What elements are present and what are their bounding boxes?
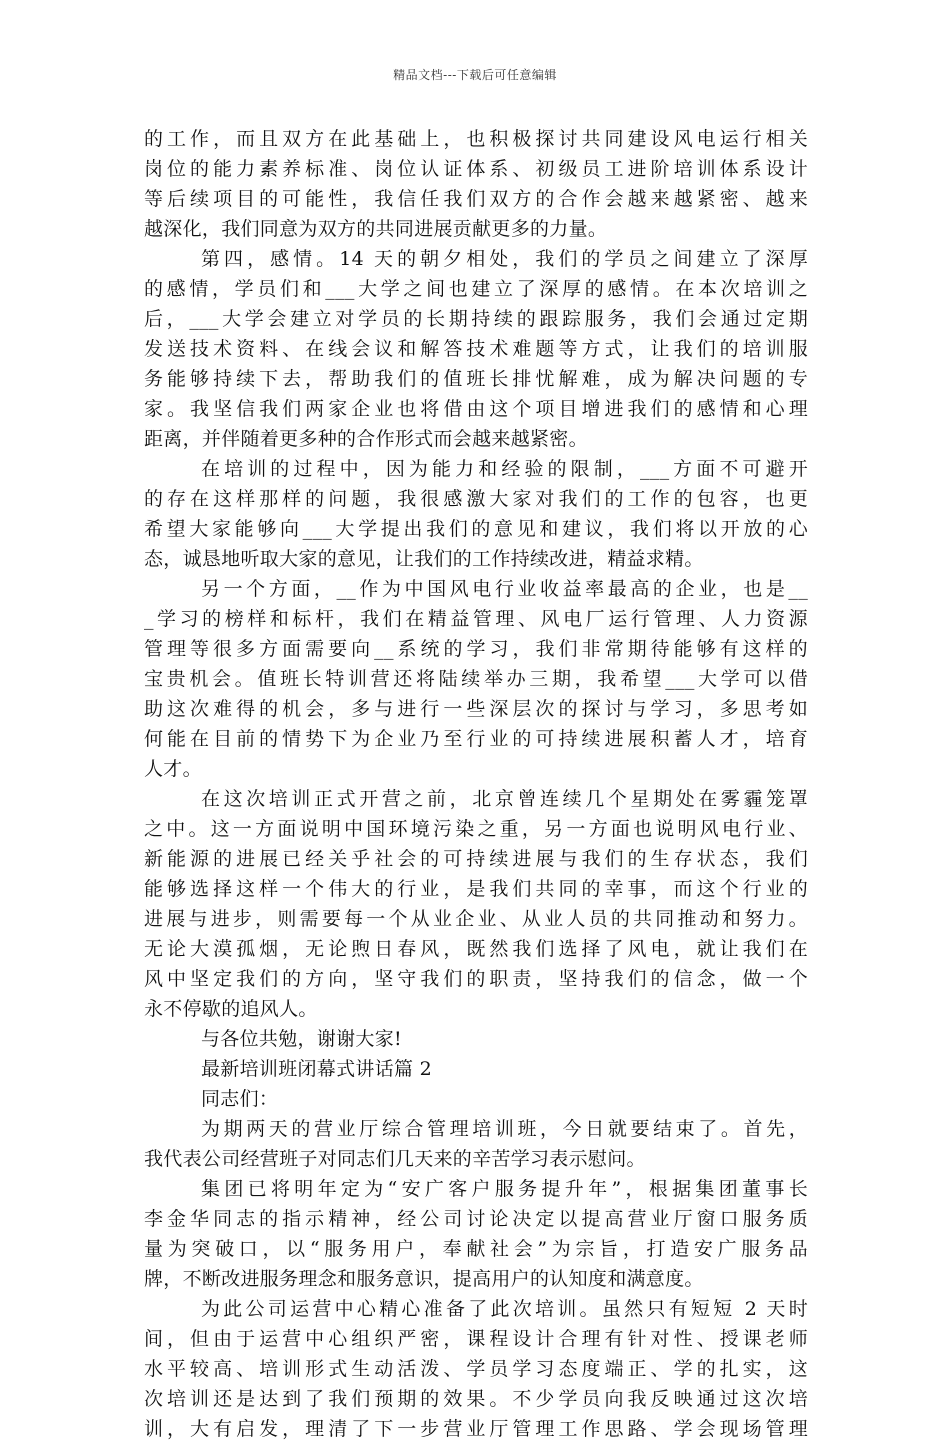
text-line: 进展与进步，则需要每一个从业企业、从业人员的共同推动和努力。: [144, 908, 808, 930]
text-line: 牌，不断改进服务理念和服务意识，提高用户的认知度和满意度。: [144, 1268, 704, 1290]
text-line: 距离，并伴随着更多种的合作形式而会越来越紧密。: [144, 428, 588, 450]
text-line: 另一个方面，__作为中国风电行业收益率最高的企业，也是__: [201, 578, 808, 600]
text-line: 等后续项目的可能性，我信任我们双方的合作会越来越紧密、越来: [144, 188, 808, 210]
text-line: 何能在目前的情势下为企业乃至行业的可持续进展积蓄人才，培育: [144, 728, 808, 750]
text-line: 同志们：: [201, 1088, 279, 1110]
text-line: 为期两天的营业厅综合管理培训班，今日就要结束了。首先，: [201, 1118, 808, 1140]
text-line: 与各位共勉，谢谢大家!: [201, 1028, 402, 1050]
text-line: 次培训还是达到了我们预期的效果。不少学员向我反映通过这次培: [144, 1388, 808, 1410]
text-line: 永不停歇的追风人。: [144, 998, 318, 1020]
text-line: 后，___大学会建立对学员的长期持续的跟踪服务，我们会通过定期: [144, 308, 808, 330]
text-line: 的工作，而且双方在此基础上，也积极探讨共同建设风电运行相关: [144, 128, 808, 150]
text-line: 最新培训班闭幕式讲话篇 2: [201, 1058, 433, 1080]
text-line: 在这次培训正式开营之前，北京曾连续几个星期处在雾霾笼罩: [201, 788, 808, 810]
text-line: 越深化，我们同意为双方的共同进展贡献更多的力量。: [144, 218, 608, 240]
page-header: 精品文档---下载后可任意编辑: [393, 68, 557, 82]
text-line: 集团已将明年定为“安广客户服务提升年”，根据集团董事长: [201, 1178, 808, 1200]
text-line: 岗位的能力素养标准、岗位认证体系、初级员工进阶培训体系设计: [144, 158, 808, 180]
text-line: 希望大家能够向___大学提出我们的意见和建议，我们将以开放的心: [144, 518, 808, 540]
text-line: 李金华同志的指示精神，经公司讨论决定以提高营业厅窗口服务质: [144, 1208, 808, 1230]
text-line: 人才。: [144, 758, 202, 780]
text-line: 的感情，学员们和___大学之间也建立了深厚的感情。在本次培训之: [144, 278, 808, 300]
text-line: 间，但由于运营中心组织严密，课程设计合理有针对性、授课老师: [144, 1328, 808, 1350]
document-body: [144, 124, 808, 1444]
text-line: 在培训的过程中，因为能力和经验的限制，___方面不可避开: [201, 458, 808, 480]
text-line: 能够选择这样一个伟大的行业，是我们共同的幸事，而这个行业的: [144, 878, 808, 900]
text-line: 风中坚定我们的方向，坚守我们的职责，坚持我们的信念，做一个: [144, 968, 808, 990]
text-line: 宝贵机会。值班长特训营还将陆续举办三期，我希望___大学可以借: [144, 668, 808, 690]
text-line: _学习的榜样和标杆，我们在精益管理、风电厂运行管理、人力资源: [144, 608, 808, 630]
text-line: 发送技术资料、在线会议和解答技术难题等方式，让我们的培训服: [144, 338, 808, 360]
text-line: 家。我坚信我们两家企业也将借由这个项目增进我们的感情和心理: [144, 398, 808, 420]
text-line: 助这次难得的机会，多与进行一些深层次的探讨与学习，多思考如: [144, 698, 808, 720]
text-line: 我代表公司经营班子对同志们几天来的辛苦学习表示慰问。: [144, 1148, 646, 1170]
text-line: 训，大有启发，理清了下一步营业厅管理工作思路、学会现场管理: [144, 1418, 808, 1440]
text-line: 为此公司运营中心精心准备了此次培训。虽然只有短短 2 天时: [201, 1298, 808, 1320]
text-line: 量为突破口，以“服务用户，奉献社会”为宗旨，打造安广服务品: [144, 1238, 808, 1260]
text-line: 态，诚恳地听取大家的意见，让我们的工作持续改进，精益求精。: [144, 548, 704, 570]
text-line: 之中。这一方面说明中国环境污染之重，另一方面也说明风电行业、: [144, 818, 808, 840]
text-line: 无论大漠孤烟，无论煦日春风，既然我们选择了风电，就让我们在: [144, 938, 808, 960]
text-line: 务能够持续下去，帮助我们的值班长排忧解难，成为解决问题的专: [144, 368, 808, 390]
text-line: 第四，感情。14 天的朝夕相处，我们的学员之间建立了深厚: [201, 248, 808, 270]
text-line: 新能源的进展已经关乎社会的可持续进展与我们的生存状态，我们: [144, 848, 808, 870]
text-line: 水平较高、培训形式生动活泼、学员学习态度端正、学的扎实，这: [144, 1358, 808, 1380]
text-line: 管理等很多方面需要向__系统的学习，我们非常期待能够有这样的: [144, 638, 808, 660]
text-line: 的存在这样那样的问题，我很感激大家对我们的工作的包容，也更: [144, 488, 808, 510]
